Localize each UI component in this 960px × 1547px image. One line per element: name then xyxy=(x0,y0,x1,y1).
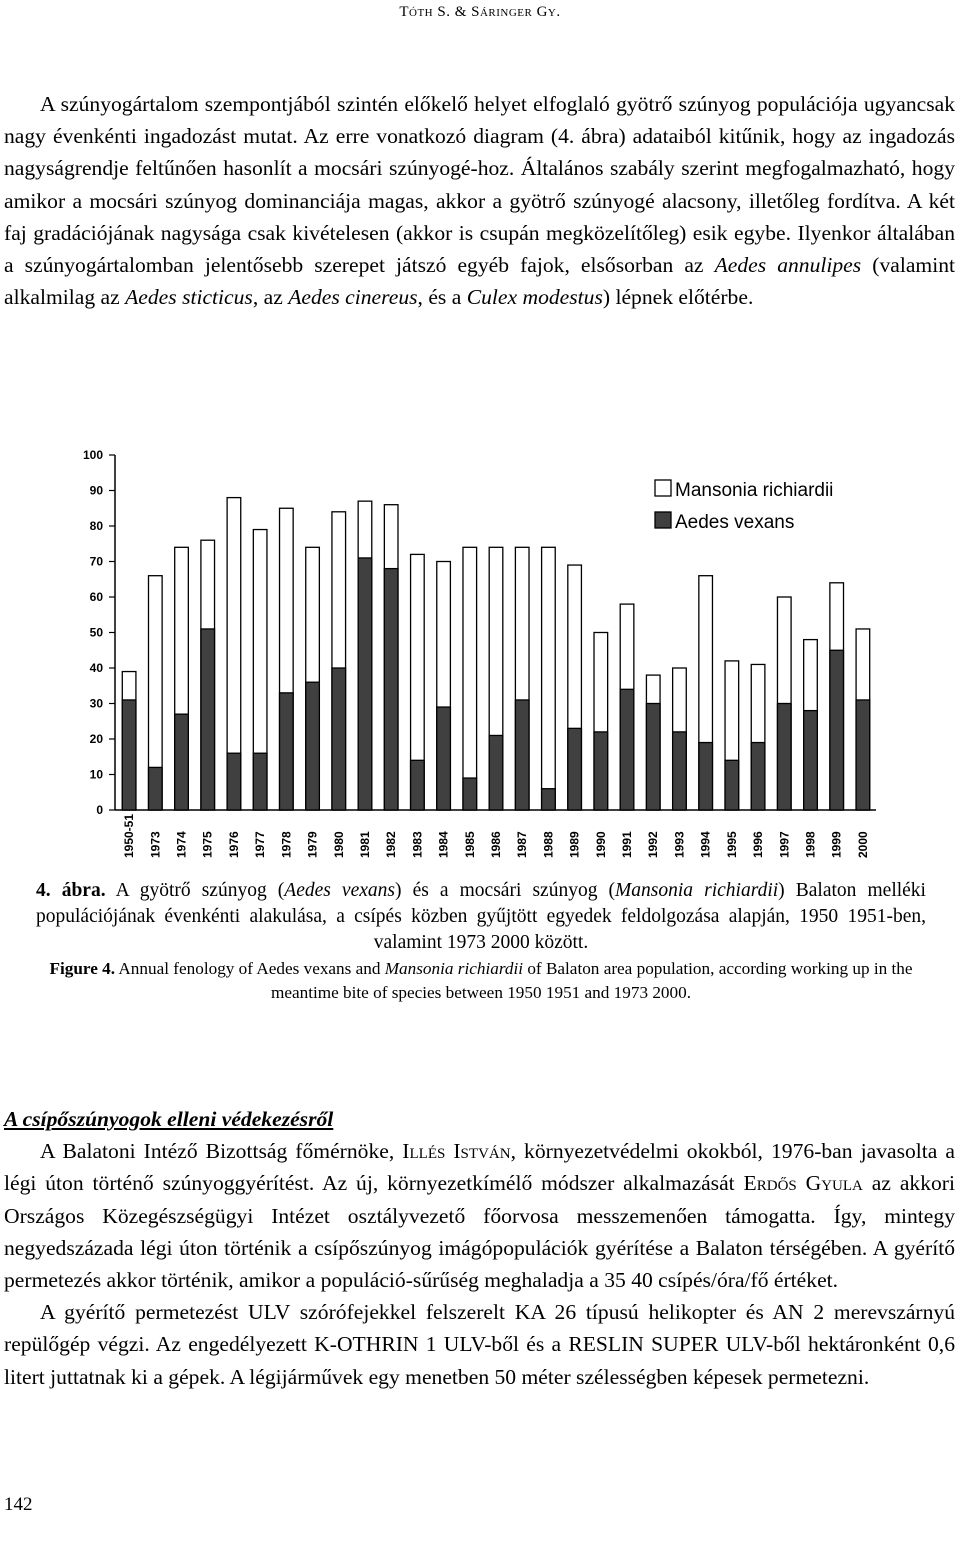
y-tick-label: 100 xyxy=(82,448,103,462)
x-tick-label: 1993 xyxy=(672,831,687,858)
bar-aedes-vexans xyxy=(201,629,215,810)
x-tick-label: 1997 xyxy=(777,831,792,858)
x-tick-label: 1992 xyxy=(646,831,661,858)
bar-aedes-vexans xyxy=(122,700,136,810)
x-tick-label: 1973 xyxy=(148,831,163,858)
body-paragraph: A szúnyogártalom szempontjából szintén előkelő helyet elfoglaló gyötrő szúnyog populációja ugyancsak nagy évenkénti ingadozást mutat. Az erre vonatkozó diagram (4. ábra) adataiból kitűnik, hogy az ingadozás nagyságrendje feltűnően hasonlít a mocsári szúnyogé-hoz. Általános szabály szerint megfogalmazható, hogy amikor a mocsári szúnyog dominanciája magas, akkor a gyötrő szúnyogé alacsony, illetőleg fordítva. A két faj gradációjának nagysága csak kivételesen (akkor is csupán megközelítőleg) esik egybe. Ilyenkor általában a szúnyogártalomban jelentősebb szerepet játszó egyéb fajok, elsősorban az Aedes annulipes (valamint alkalmilag az Aedes sticticus, az Aedes cinereus, és a Culex modestus) lépnek előtérbe. xyxy=(4,92,956,310)
x-tick-label: 1991 xyxy=(620,831,635,858)
bar-aedes-vexans xyxy=(463,778,477,810)
x-tick-label: 1979 xyxy=(305,831,320,858)
bar-aedes-vexans xyxy=(358,558,372,810)
section-heading: A csípőszúnyogok elleni védekezésről xyxy=(4,1107,334,1131)
bar-aedes-vexans xyxy=(699,743,713,810)
figure-caption xyxy=(36,878,926,1005)
bar-aedes-vexans xyxy=(542,789,556,810)
bar-aedes-vexans xyxy=(620,689,634,810)
legend-swatch-aedes xyxy=(655,512,671,528)
running-header: Tóth S. & Sáringer Gy. xyxy=(399,4,561,20)
bar-aedes-vexans xyxy=(253,753,267,810)
bar-aedes-vexans xyxy=(437,707,451,810)
figure-4-chart xyxy=(0,440,960,870)
x-tick-label: 1981 xyxy=(357,831,372,858)
x-tick-label: 1990 xyxy=(593,831,608,858)
y-tick-label: 60 xyxy=(89,590,103,604)
section-paragraph-1: A Balatoni Intéző Bizottság főmérnöke, Illés István, környezetvédelmi okokból, 1976-ban javasolta a légi úton történő szúnyoggyérítést. Az új, környezetkímélő módszer alkalmazását Erdős Gyula az akkori Országos Közegészségügyi Intézet osztályvezető főorvosa messzemenően támogatta. Így, mintegy negyedszázada légi úton történik a csípőszúnyog imágópopulációk gyérítése a Balaton térségében. A gyérítő permetezés akkor történik, amikor a populáció-sűrűség meghaladja a 35 40 csípés/óra/fő értéket. xyxy=(4,1139,955,1293)
x-tick-label: 1995 xyxy=(724,831,739,858)
x-tick-label: 2000 xyxy=(855,831,870,858)
x-tick-label: 1974 xyxy=(174,831,189,858)
x-tick-label: 1983 xyxy=(410,831,425,858)
y-tick-label: 0 xyxy=(96,803,103,817)
legend-label-aedes: Aedes vexans xyxy=(675,512,795,533)
x-tick-label: 1980 xyxy=(331,831,346,858)
x-tick-label: 1989 xyxy=(567,831,582,858)
y-tick-label: 80 xyxy=(89,519,103,533)
bar-aedes-vexans xyxy=(411,760,425,810)
bar-aedes-vexans xyxy=(830,650,844,810)
x-tick-label: 1975 xyxy=(200,831,215,858)
bar-aedes-vexans xyxy=(227,753,241,810)
section-paragraph-2: A gyérítő permetezést ULV szórófejekkel felszerelt KA 26 típusú helikopter és AN 2 merevszárnyú repülőgép végzi. Az engedélyezett K-OTHRIN 1 ULV-ből és a RESLIN SUPER ULV-ből hektáronként 0,6 litert juttatnak ki a gépek. A légijárművek egy menetben 50 méter szélességben képesek permetezni. xyxy=(4,1300,955,1389)
bar-mansonia-richiardii xyxy=(542,547,556,810)
y-tick-label: 10 xyxy=(89,767,103,782)
bar-chart-svg xyxy=(0,440,960,870)
x-tick-label: 1984 xyxy=(436,831,451,858)
bar-mansonia-richiardii xyxy=(463,547,477,810)
bar-aedes-vexans xyxy=(306,682,320,810)
bar-aedes-vexans xyxy=(515,700,529,810)
x-tick-label: 1998 xyxy=(803,831,818,858)
bar-aedes-vexans xyxy=(332,668,346,810)
x-tick-label: 1978 xyxy=(279,831,294,858)
legend-swatch-mansonia xyxy=(655,480,671,496)
bar-aedes-vexans xyxy=(725,760,739,810)
y-tick-label: 40 xyxy=(89,661,103,675)
y-tick-label: 90 xyxy=(89,483,103,498)
x-tick-label: 1999 xyxy=(829,831,844,858)
bar-aedes-vexans xyxy=(175,714,189,810)
y-tick-label: 70 xyxy=(89,554,103,569)
x-tick-label: 1976 xyxy=(226,831,241,858)
bar-aedes-vexans xyxy=(280,693,294,810)
x-tick-label: 1988 xyxy=(541,831,556,858)
bar-aedes-vexans xyxy=(856,700,870,810)
bar-aedes-vexans xyxy=(384,569,398,810)
x-tick-label: 1987 xyxy=(515,831,530,858)
x-tick-label: 1986 xyxy=(489,831,503,858)
bar-aedes-vexans xyxy=(673,732,687,810)
x-tick-label: 1994 xyxy=(698,831,713,858)
bar-aedes-vexans xyxy=(646,704,660,811)
bar-aedes-vexans xyxy=(777,704,791,811)
x-tick-label: 1982 xyxy=(384,831,399,858)
caption-hungarian: 4. ábra. A gyötrő szúnyog (Aedes vexans) és a mocsári szúnyog (Mansonia richiardii) Balaton melléki populációjának évenkénti alakulása, a csípés közben gyűjtött egyedek feldolgozása alapján, 1950 1951-ben, valamint 1973 2000 között. xyxy=(36,880,926,953)
page-number: 142 xyxy=(4,1494,33,1515)
y-tick-label: 50 xyxy=(89,625,103,640)
x-tick-label: 1977 xyxy=(253,831,268,858)
x-tick-label: 1996 xyxy=(751,831,766,858)
section-defense xyxy=(4,1103,955,1393)
bar-aedes-vexans xyxy=(751,743,765,810)
bar-aedes-vexans xyxy=(148,767,162,810)
bar-aedes-vexans xyxy=(568,728,582,810)
legend-label-mansonia: Mansonia richiardii xyxy=(675,480,834,501)
y-tick-label: 30 xyxy=(89,696,103,711)
bar-aedes-vexans xyxy=(489,735,503,810)
bar-aedes-vexans xyxy=(594,732,608,810)
caption-english: Figure 4. Annual fenology of Aedes vexans and Mansonia richiardii of Balaton area population, according working up in the meantime bite of species between 1950 1951 and 1973 2000. xyxy=(49,959,913,1002)
x-tick-label: 1985 xyxy=(462,831,477,858)
bar-aedes-vexans xyxy=(804,711,818,810)
x-tick-label: 1950-51 xyxy=(122,813,137,858)
y-tick-label: 20 xyxy=(89,732,103,746)
